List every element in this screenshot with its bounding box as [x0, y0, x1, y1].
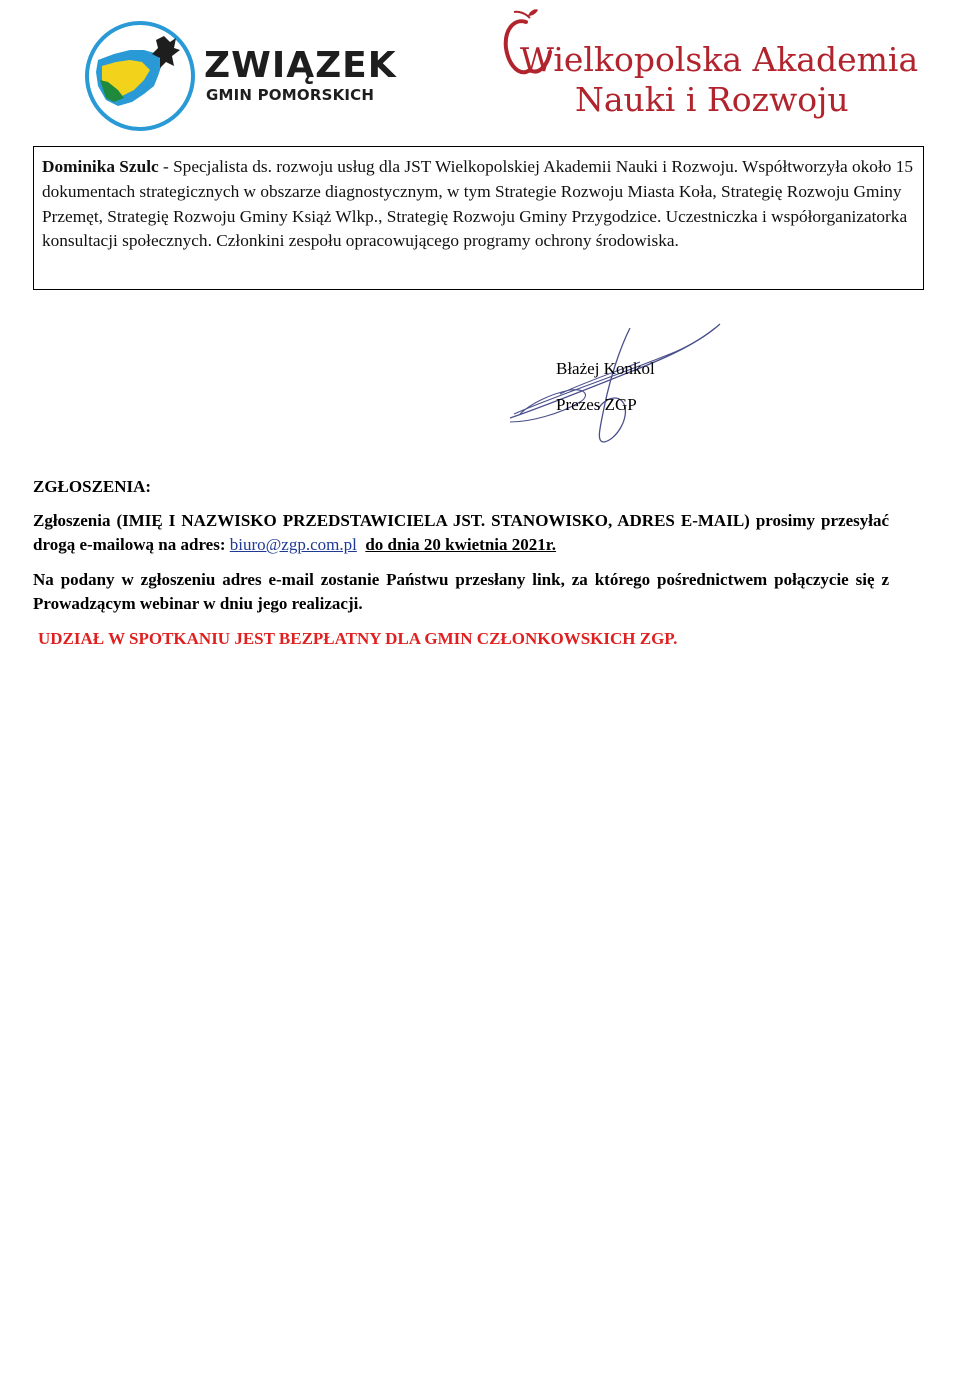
registration-instructions — [33, 509, 889, 557]
free-participation-note: UDZIAŁ W SPOTKANIU JEST BEZPŁATNY DLA GMIN CZŁONKOWSKICH ZGP. — [38, 629, 678, 648]
link-info-paragraph: Na podany w zgłoszeniu adres e-mail zostanie Państwu przesłany link, za którego pośrednictwem połączycie się z Prowadzącym webinar w dniu jego realizacji. — [33, 570, 889, 613]
speaker-name: Dominika Szulc — [42, 157, 159, 176]
zgp-logo-line1: ZWIĄZEK — [204, 45, 397, 86]
registration-heading: ZGŁOSZENIA: — [33, 477, 152, 496]
email-link[interactable]: biuro@zgp.com.pl — [229, 535, 357, 554]
pomerania-map-griffin-icon — [84, 20, 196, 132]
registration-deadline: do dnia 20 kwietnia 2021r. — [365, 535, 557, 554]
zgp-logo — [84, 20, 397, 132]
speaker-bio-box — [33, 146, 924, 290]
wanir-logo-line2: Nauki i Rozwoju — [575, 80, 849, 119]
wanir-logo — [500, 4, 919, 124]
speaker-bio-text: - Specjalista ds. rozwoju usług dla JST Wielkopolskiej Akademii Nauki i Rozwoju. Współtworzyła około 15 dokumentach strategicznych w obszarze diagnostycznym, w tym Strategie Rozwoju Miasta Koła, Strategię Rozwoju Gminy Przemęt, Strategię Rozwoju Gminy Książ Wlkp., Strategię Rozwoju Gminy Przygodzice. Uczestniczka i współorganizatorka konsultacji społecznych. Członkini zespołu opracowującego programy ochrony środowiska. — [42, 157, 913, 251]
registration-text: Zgłoszenia (IMIĘ I NAZWISKO PRZEDSTAWICIELA JST. STANOWISKO, ADRES E-MAIL) prosimy przesyłać drogą e-mailową na adres: — [33, 511, 889, 554]
signatory-role: Prezes ZGP — [556, 395, 637, 414]
wanir-logo-line1: Wielkopolska Akademia — [520, 40, 919, 79]
signature-block — [500, 318, 730, 448]
signatory-name: Błażej Konkol — [556, 359, 655, 378]
handwritten-signature-icon — [500, 318, 730, 448]
zgp-logo-line2: GMIN POMORSKICH — [206, 86, 375, 104]
